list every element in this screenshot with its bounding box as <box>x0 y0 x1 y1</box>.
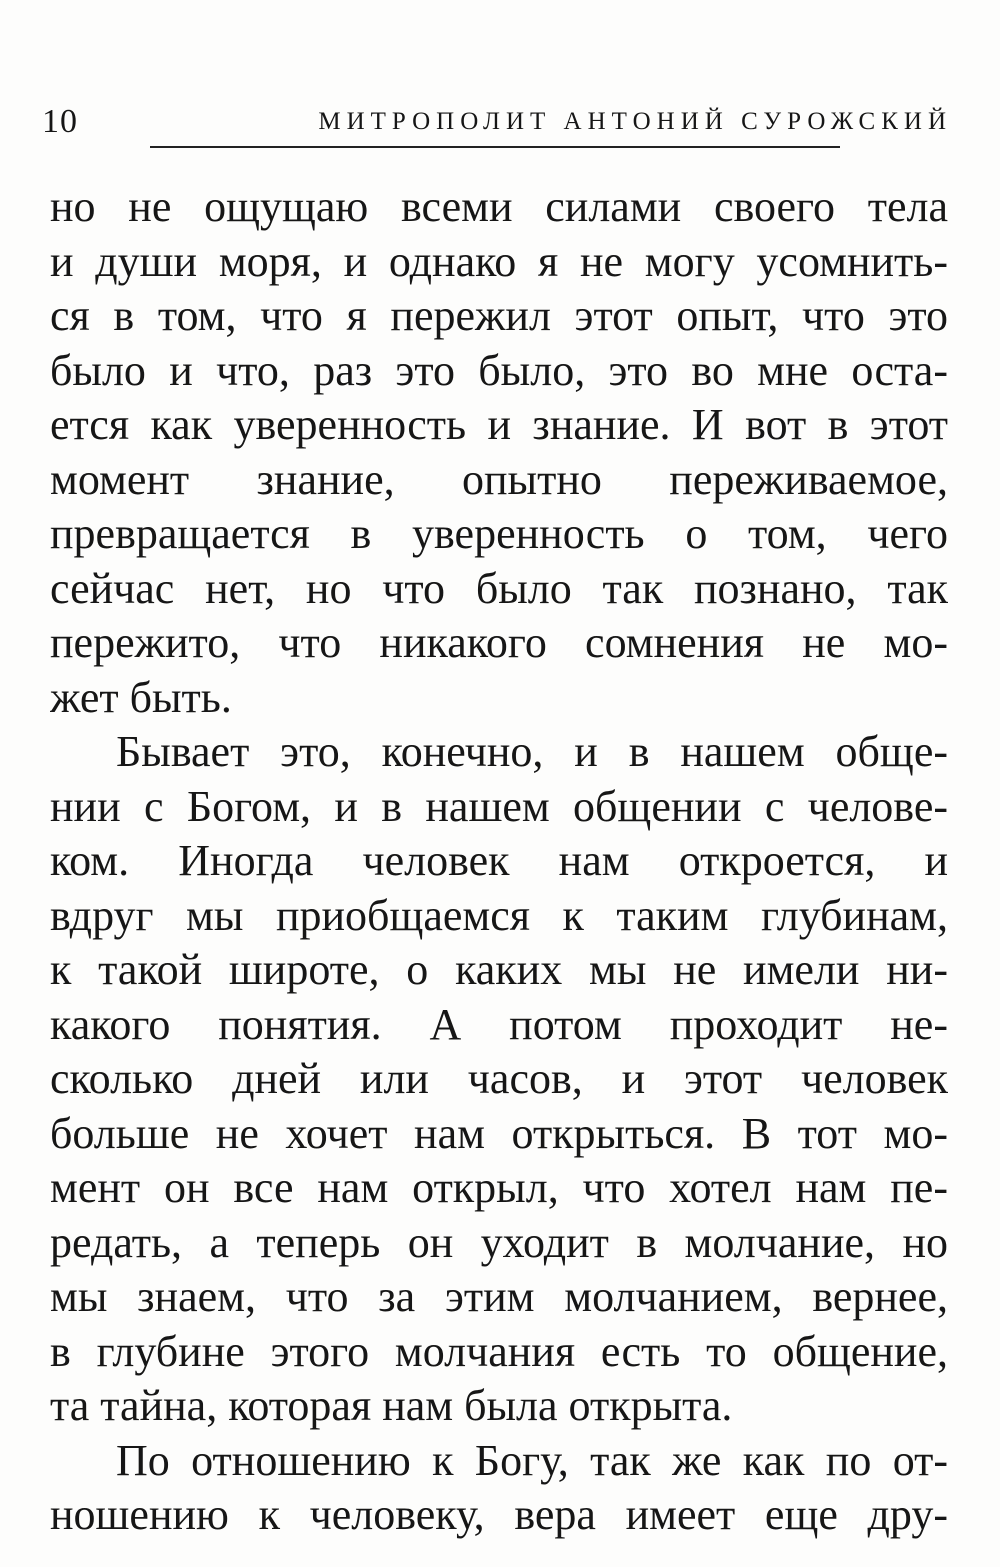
text-line: какого понятия. А потом проходит не- <box>50 999 948 1049</box>
text-line: в глубине этого молчания есть то общение, <box>50 1326 948 1376</box>
text-line: ется как уверенность и знание. И вот в этот <box>50 400 948 449</box>
text-line: момент знание, опытно переживаемое, <box>50 454 948 504</box>
text-line: больше не хочет нам открыться. В тот мо- <box>50 1108 948 1158</box>
text-line: ношению к человеку, вера имеет еще дру- <box>50 1490 948 1539</box>
header-rule <box>150 146 840 148</box>
running-title: МИТРОПОЛИТ АНТОНИЙ СУРОЖСКИЙ <box>318 108 952 135</box>
text-line: ком. Иногда человек нам откроется, и <box>50 836 948 885</box>
text-line: мы знаем, что за этим молчанием, вернее, <box>50 1272 948 1321</box>
text-line: редать, а теперь он уходит в молчание, но <box>50 1217 948 1267</box>
text-line: было и что, раз это было, это во мне оста- <box>50 345 948 395</box>
paragraph-first-line: Бывает это, конечно, и в нашем обще- <box>116 727 948 776</box>
body-text <box>50 180 948 1543</box>
text-line: жет быть. <box>50 672 232 722</box>
text-line: ся в том, что я пережил этот опыт, что это <box>50 291 948 340</box>
text-line: нии с Богом, и в нашем общении с челове- <box>50 781 948 831</box>
text-line: вдруг мы приобщаемся к таким глубинам, <box>50 890 948 940</box>
paragraph-first-line: По отношению к Богу, так же как по от- <box>116 1435 948 1485</box>
running-head <box>42 100 952 144</box>
text-line: но не ощущаю всеми силами своего тела <box>50 182 948 231</box>
text-line: мент он все нам открыл, что хотел нам пе- <box>50 1163 948 1212</box>
text-line: превращается в уверенность о том, чего <box>50 509 948 558</box>
text-line: пережито, что никакого сомнения не мо- <box>50 618 948 667</box>
text-line: сейчас нет, но что было так познано, так <box>50 563 948 613</box>
text-line: к такой широте, о каких мы не имели ни- <box>50 945 948 994</box>
text-line: сколько дней или часов, и этот человек <box>50 1054 948 1103</box>
text-line: та тайна, которая нам была открыта. <box>50 1381 733 1430</box>
text-line: и души моря, и однако я не могу усомнить- <box>50 236 948 286</box>
page-number: 10 <box>42 103 78 140</box>
